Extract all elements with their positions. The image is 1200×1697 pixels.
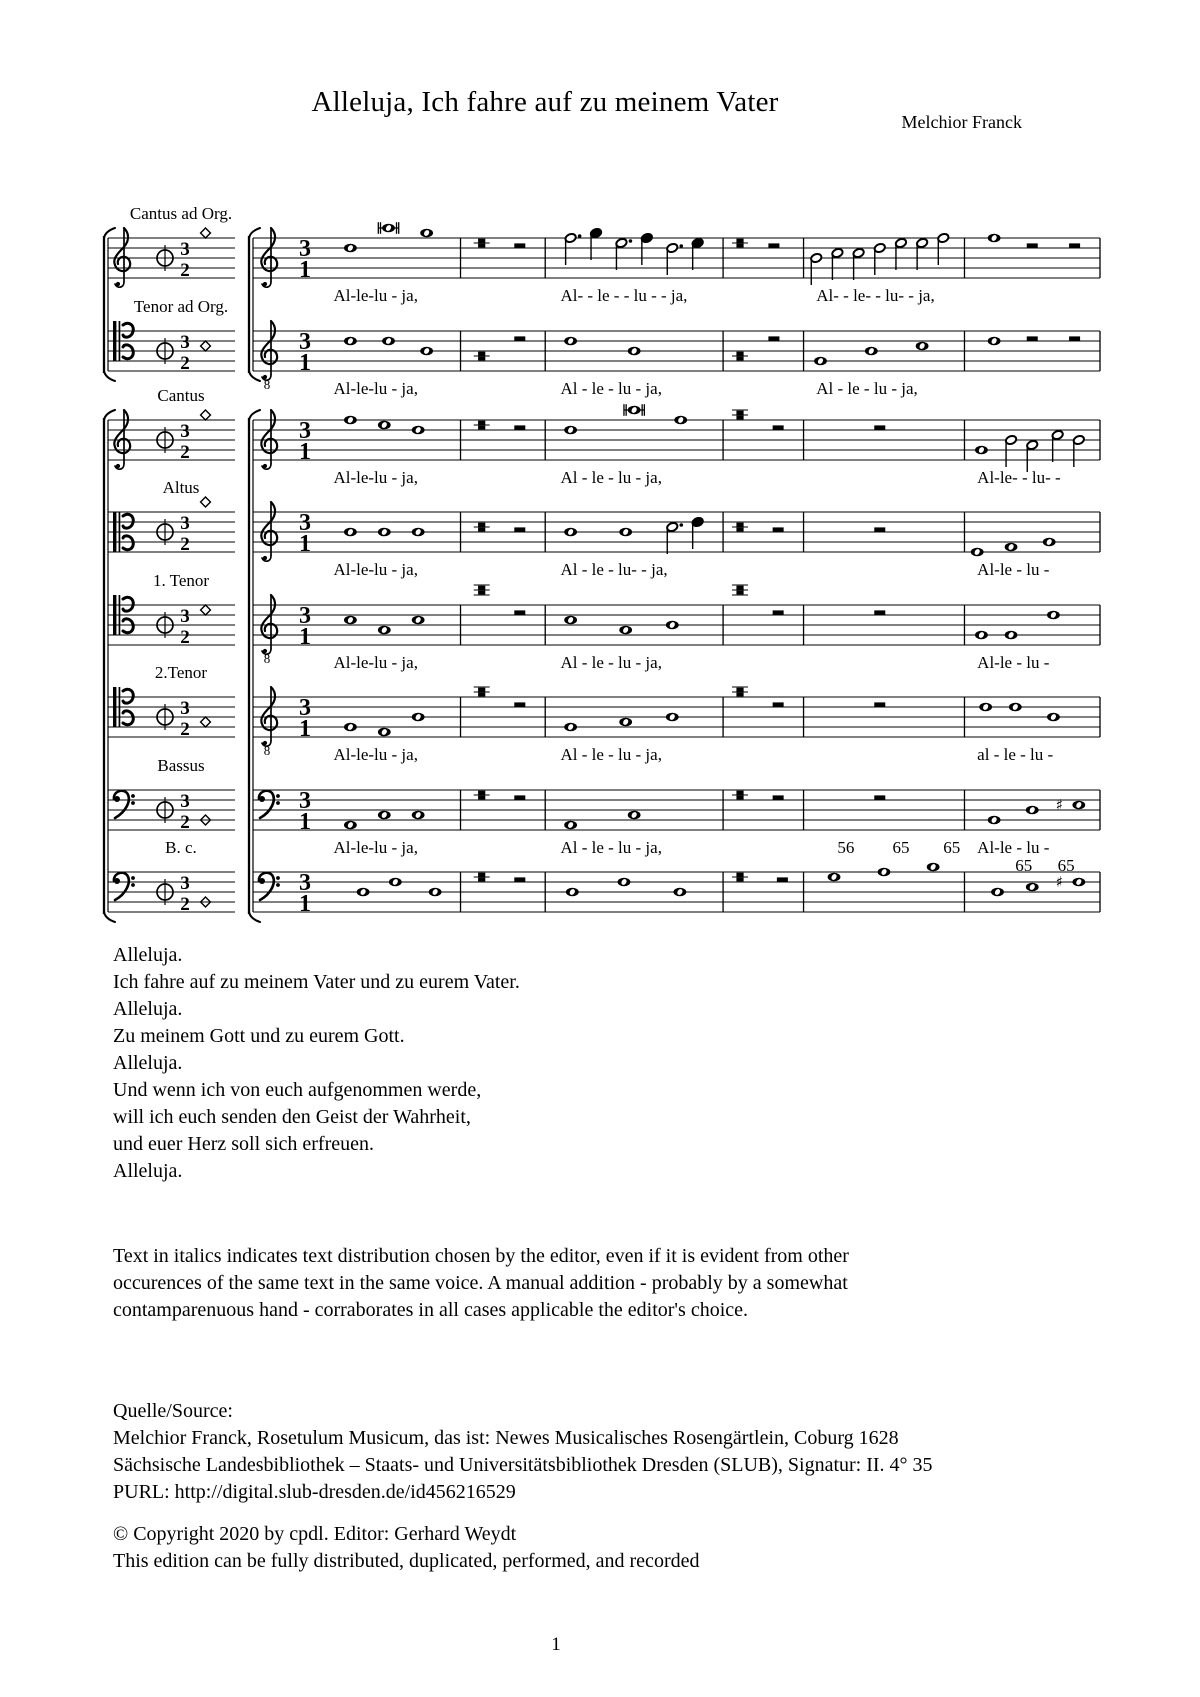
svg-text:2: 2: [180, 260, 190, 281]
lyric-syllables: Al - le - lu - ja,: [560, 468, 662, 487]
svg-text:3: 3: [299, 870, 311, 896]
figured-bass: 65: [943, 838, 961, 857]
svg-text:3: 3: [180, 873, 190, 894]
voice-label: B. c.: [165, 838, 197, 857]
svg-text:1: 1: [299, 624, 311, 650]
lyric-syllables: Al- - le- - lu- - ja,: [816, 286, 935, 305]
svg-text:8: 8: [263, 651, 271, 666]
svg-text:3: 3: [299, 695, 311, 721]
lyric-syllables: Al - le - lu- - ja,: [560, 560, 668, 579]
voice-label: Cantus: [157, 386, 205, 405]
lyric-syllables: Al - le - lu - ja,: [560, 745, 662, 764]
figured-bass: 65: [1015, 856, 1033, 875]
lyric-syllables: Al - le - lu - ja,: [560, 838, 662, 857]
figured-bass: 65: [1057, 856, 1075, 875]
lyric-syllables: Al-le-lu - ja,: [333, 379, 418, 398]
svg-text:2: 2: [180, 442, 190, 463]
lyric-syllables: Al-le-lu - ja,: [333, 286, 418, 305]
svg-text:1: 1: [299, 809, 311, 835]
source-block: [113, 1398, 933, 1506]
svg-text:3: 3: [180, 606, 190, 627]
svg-text:3: 3: [180, 698, 190, 719]
svg-text:3: 3: [299, 236, 311, 262]
lyric-syllables: Al-le - lu -: [977, 838, 1050, 857]
svg-text:2: 2: [180, 894, 190, 915]
copyright-line: This edition can be fully distributed, duplicated, performed, and recorded: [113, 1550, 700, 1572]
verse-line: und euer Herz soll sich erfreuen.: [113, 1133, 374, 1155]
svg-text:3: 3: [180, 791, 190, 812]
svg-text:3: 3: [180, 239, 190, 260]
lyric-syllables: Al - le - lu - ja,: [560, 653, 662, 672]
copyright-block: [113, 1521, 699, 1575]
svg-text:♯: ♯: [1055, 873, 1063, 891]
voice-label: Bassus: [157, 756, 205, 775]
svg-text:2: 2: [180, 534, 190, 555]
lyric-syllables: al - le - lu -: [977, 745, 1054, 764]
lyric-syllables: Al-le - lu -: [977, 560, 1050, 579]
svg-text:8: 8: [263, 743, 271, 758]
svg-text:3: 3: [299, 510, 311, 536]
lyric-syllables: Al-le-lu - ja,: [333, 653, 418, 672]
verse-line: Alleluja.: [113, 1052, 183, 1074]
svg-text:1: 1: [299, 716, 311, 742]
svg-text:3: 3: [299, 329, 311, 355]
svg-text:2: 2: [180, 353, 190, 374]
lyric-syllables: Al-le - lu -: [977, 653, 1050, 672]
svg-text:1: 1: [299, 439, 311, 465]
editor-note-block: [113, 1243, 849, 1324]
svg-text:3: 3: [299, 418, 311, 444]
svg-text:1: 1: [299, 531, 311, 557]
svg-text:1: 1: [299, 891, 311, 917]
svg-text:3: 3: [299, 788, 311, 814]
composer-name: Melchior Franck: [901, 112, 1022, 132]
verse-line: Alleluja.: [113, 998, 183, 1020]
lyric-syllables: Al-le-lu - ja,: [333, 838, 418, 857]
svg-text:3: 3: [180, 421, 190, 442]
svg-text:1: 1: [299, 350, 311, 376]
svg-text:2: 2: [180, 812, 190, 833]
svg-text:3: 3: [299, 603, 311, 629]
verse-line: Alleluja.: [113, 1160, 183, 1182]
source-line: Quelle/Source:: [113, 1400, 233, 1422]
lyric-syllables: Al- - le - - lu - - ja,: [560, 286, 688, 305]
svg-text:3: 3: [180, 332, 190, 353]
source-line: Melchior Franck, Rosetulum Musicum, das ist: Newes Musicalisches Rosengärtlein, Coburg 1628: [113, 1427, 899, 1449]
verse-line: will ich euch senden den Geist der Wahrheit,: [113, 1106, 471, 1128]
editor-note-line: Text in italics indicates text distribution chosen by the editor, even if it is evident from other: [113, 1245, 849, 1267]
source-line: Sächsische Landesbibliothek – Staats- und Universitätsbibliothek Dresden (SLUB), Signatur: II. 4° 35: [113, 1454, 933, 1476]
source-line: PURL: http://digital.slub-dresden.de/id456216529: [113, 1481, 516, 1503]
lyric-syllables: Al-le-lu - ja,: [333, 560, 418, 579]
svg-text:3: 3: [180, 513, 190, 534]
figured-bass: 56: [837, 838, 855, 857]
copyright-line: © Copyright 2020 by cpdl. Editor: Gerhard Weydt: [113, 1523, 517, 1545]
svg-text:2: 2: [180, 627, 190, 648]
verse-text-block: [113, 942, 520, 1185]
verse-line: Zu meinem Gott und zu eurem Gott.: [113, 1025, 405, 1047]
editor-note-line: occurences of the same text in the same voice. A manual addition - probably by a somewhat: [113, 1272, 848, 1294]
page-title: Alleluja, Ich fahre auf zu meinem Vater: [311, 86, 779, 118]
page-number: 1: [551, 1634, 561, 1655]
svg-text:2: 2: [180, 719, 190, 740]
svg-text:8: 8: [263, 377, 271, 392]
voice-label: 1. Tenor: [152, 571, 210, 590]
voice-label: Cantus ad Org.: [129, 204, 233, 223]
lyric-syllables: Al - le - lu - ja,: [816, 379, 918, 398]
verse-line: Alleluja.: [113, 944, 183, 966]
lyric-syllables: Al - le - lu - ja,: [560, 379, 662, 398]
lyric-syllables: Al-le-lu - ja,: [333, 745, 418, 764]
verse-line: Und wenn ich von euch aufgenommen werde,: [113, 1079, 482, 1101]
svg-text:1: 1: [299, 257, 311, 283]
lyric-syllables: Al-le-lu - ja,: [333, 468, 418, 487]
voice-label: 2.Tenor: [154, 663, 208, 682]
svg-text:♯: ♯: [1055, 796, 1063, 814]
figured-bass: 65: [892, 838, 910, 857]
voice-label: Tenor ad Org.: [133, 297, 229, 316]
lyric-syllables: Al-le- - lu- -: [977, 468, 1061, 487]
verse-line: Ich fahre auf zu meinem Vater und zu eurem Vater.: [113, 971, 520, 993]
editor-note-line: contamparenuous hand - corraborates in all cases applicable the editor's choice.: [113, 1299, 749, 1321]
voice-label: Altus: [162, 478, 200, 497]
